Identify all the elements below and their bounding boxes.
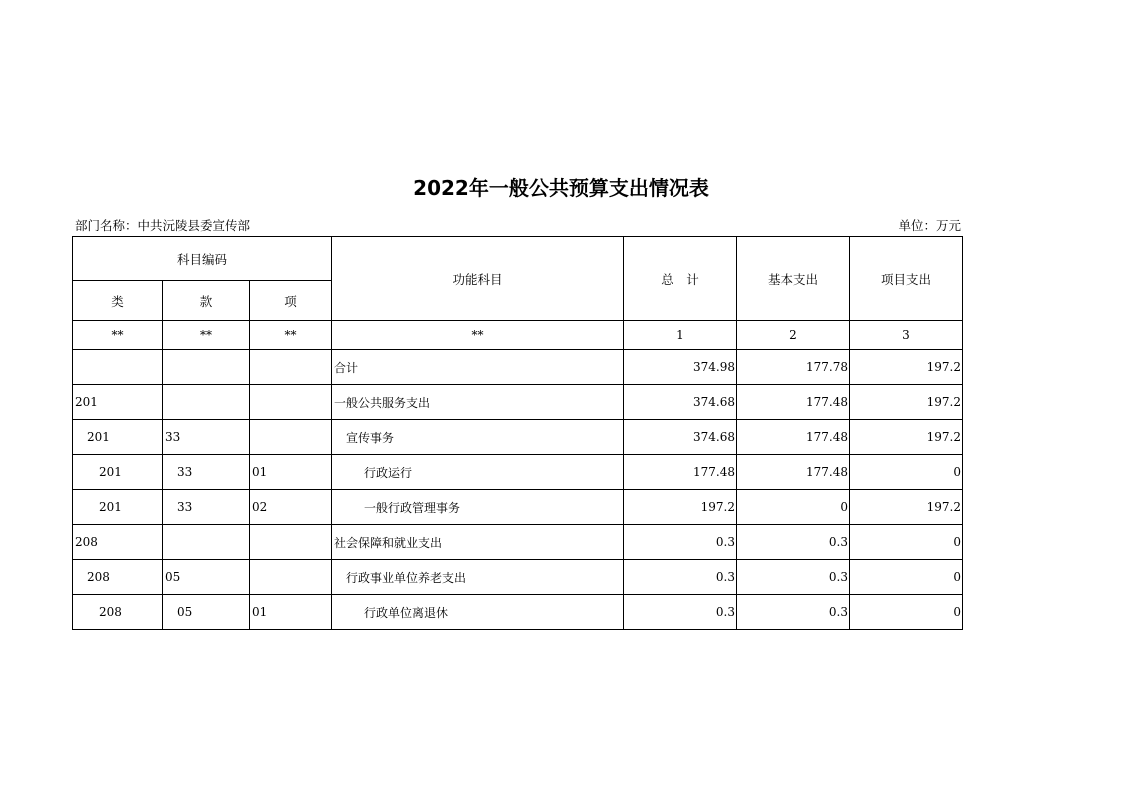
- cell-xiang: [250, 350, 332, 385]
- department-label: 部门名称：中共沅陵县委宣传部: [75, 218, 251, 233]
- cell-project: 0: [850, 455, 963, 490]
- cell-lei: 201: [73, 420, 163, 455]
- cell-kuan: 33: [163, 420, 250, 455]
- cell-kuan: [163, 350, 250, 385]
- cell-xiang: [250, 525, 332, 560]
- cell-kuan: [163, 385, 250, 420]
- cell-project: 197.2: [850, 350, 963, 385]
- cell-xiang: [250, 420, 332, 455]
- header-xiang: 项: [250, 281, 332, 321]
- index-cell: **: [250, 321, 332, 350]
- index-cell: **: [73, 321, 163, 350]
- header-total: 总 计: [624, 237, 737, 321]
- cell-name: 行政运行: [332, 455, 624, 490]
- index-cell: **: [163, 321, 250, 350]
- cell-kuan: 33: [163, 455, 250, 490]
- cell-lei: 201: [73, 490, 163, 525]
- cell-xiang: 01: [250, 595, 332, 630]
- cell-total: 374.98: [624, 350, 737, 385]
- cell-project: 0: [850, 560, 963, 595]
- cell-total: 0.3: [624, 525, 737, 560]
- cell-kuan: 05: [163, 595, 250, 630]
- cell-basic: 0.3: [737, 525, 850, 560]
- cell-name: 行政事业单位养老支出: [332, 560, 624, 595]
- cell-name: 宣传事务: [332, 420, 624, 455]
- index-row: [73, 321, 963, 350]
- cell-total: 197.2: [624, 490, 737, 525]
- unit-label: 单位：万元: [898, 218, 961, 233]
- cell-kuan: 33: [163, 490, 250, 525]
- cell-name: 一般公共服务支出: [332, 385, 624, 420]
- cell-lei: 208: [73, 595, 163, 630]
- cell-total: 374.68: [624, 420, 737, 455]
- table-row: [73, 490, 963, 525]
- cell-project: 197.2: [850, 490, 963, 525]
- cell-project: 0: [850, 595, 963, 630]
- cell-lei: 201: [73, 455, 163, 490]
- cell-project: 0: [850, 525, 963, 560]
- cell-basic: 0.3: [737, 595, 850, 630]
- table-row: [73, 595, 963, 630]
- cell-name: 社会保障和就业支出: [332, 525, 624, 560]
- cell-lei: 208: [73, 525, 163, 560]
- page-title: 2022年一般公共预算支出情况表: [413, 176, 709, 200]
- cell-xiang: 01: [250, 455, 332, 490]
- cell-total: 0.3: [624, 560, 737, 595]
- table-row: [73, 455, 963, 490]
- cell-xiang: [250, 560, 332, 595]
- cell-basic: 0: [737, 490, 850, 525]
- cell-name: 合计: [332, 350, 624, 385]
- cell-basic: 177.48: [737, 455, 850, 490]
- cell-basic: 177.48: [737, 385, 850, 420]
- table-row: [73, 385, 963, 420]
- cell-lei: [73, 350, 163, 385]
- cell-project: 197.2: [850, 385, 963, 420]
- cell-basic: 177.48: [737, 420, 850, 455]
- header-kuan: 款: [163, 281, 250, 321]
- cell-total: 177.48: [624, 455, 737, 490]
- cell-xiang: 02: [250, 490, 332, 525]
- cell-basic: 0.3: [737, 560, 850, 595]
- header-basic: 基本支出: [737, 237, 850, 321]
- index-cell: 2: [737, 321, 850, 350]
- cell-xiang: [250, 385, 332, 420]
- cell-kuan: 05: [163, 560, 250, 595]
- cell-basic: 177.78: [737, 350, 850, 385]
- table-row: [73, 525, 963, 560]
- cell-total: 374.68: [624, 385, 737, 420]
- table-row: [73, 420, 963, 455]
- budget-table: [72, 236, 963, 630]
- header-project: 项目支出: [850, 237, 963, 321]
- cell-total: 0.3: [624, 595, 737, 630]
- header-subject-code: 科目编码: [73, 237, 332, 281]
- header-lei: 类: [73, 281, 163, 321]
- cell-project: 197.2: [850, 420, 963, 455]
- header-function-subject: 功能科目: [332, 237, 624, 321]
- cell-kuan: [163, 525, 250, 560]
- table-row: [73, 560, 963, 595]
- index-cell: 3: [850, 321, 963, 350]
- cell-lei: 201: [73, 385, 163, 420]
- index-cell: 1: [624, 321, 737, 350]
- table-row: [73, 350, 963, 385]
- cell-name: 行政单位离退休: [332, 595, 624, 630]
- cell-name: 一般行政管理事务: [332, 490, 624, 525]
- cell-lei: 208: [73, 560, 163, 595]
- index-cell: **: [332, 321, 624, 350]
